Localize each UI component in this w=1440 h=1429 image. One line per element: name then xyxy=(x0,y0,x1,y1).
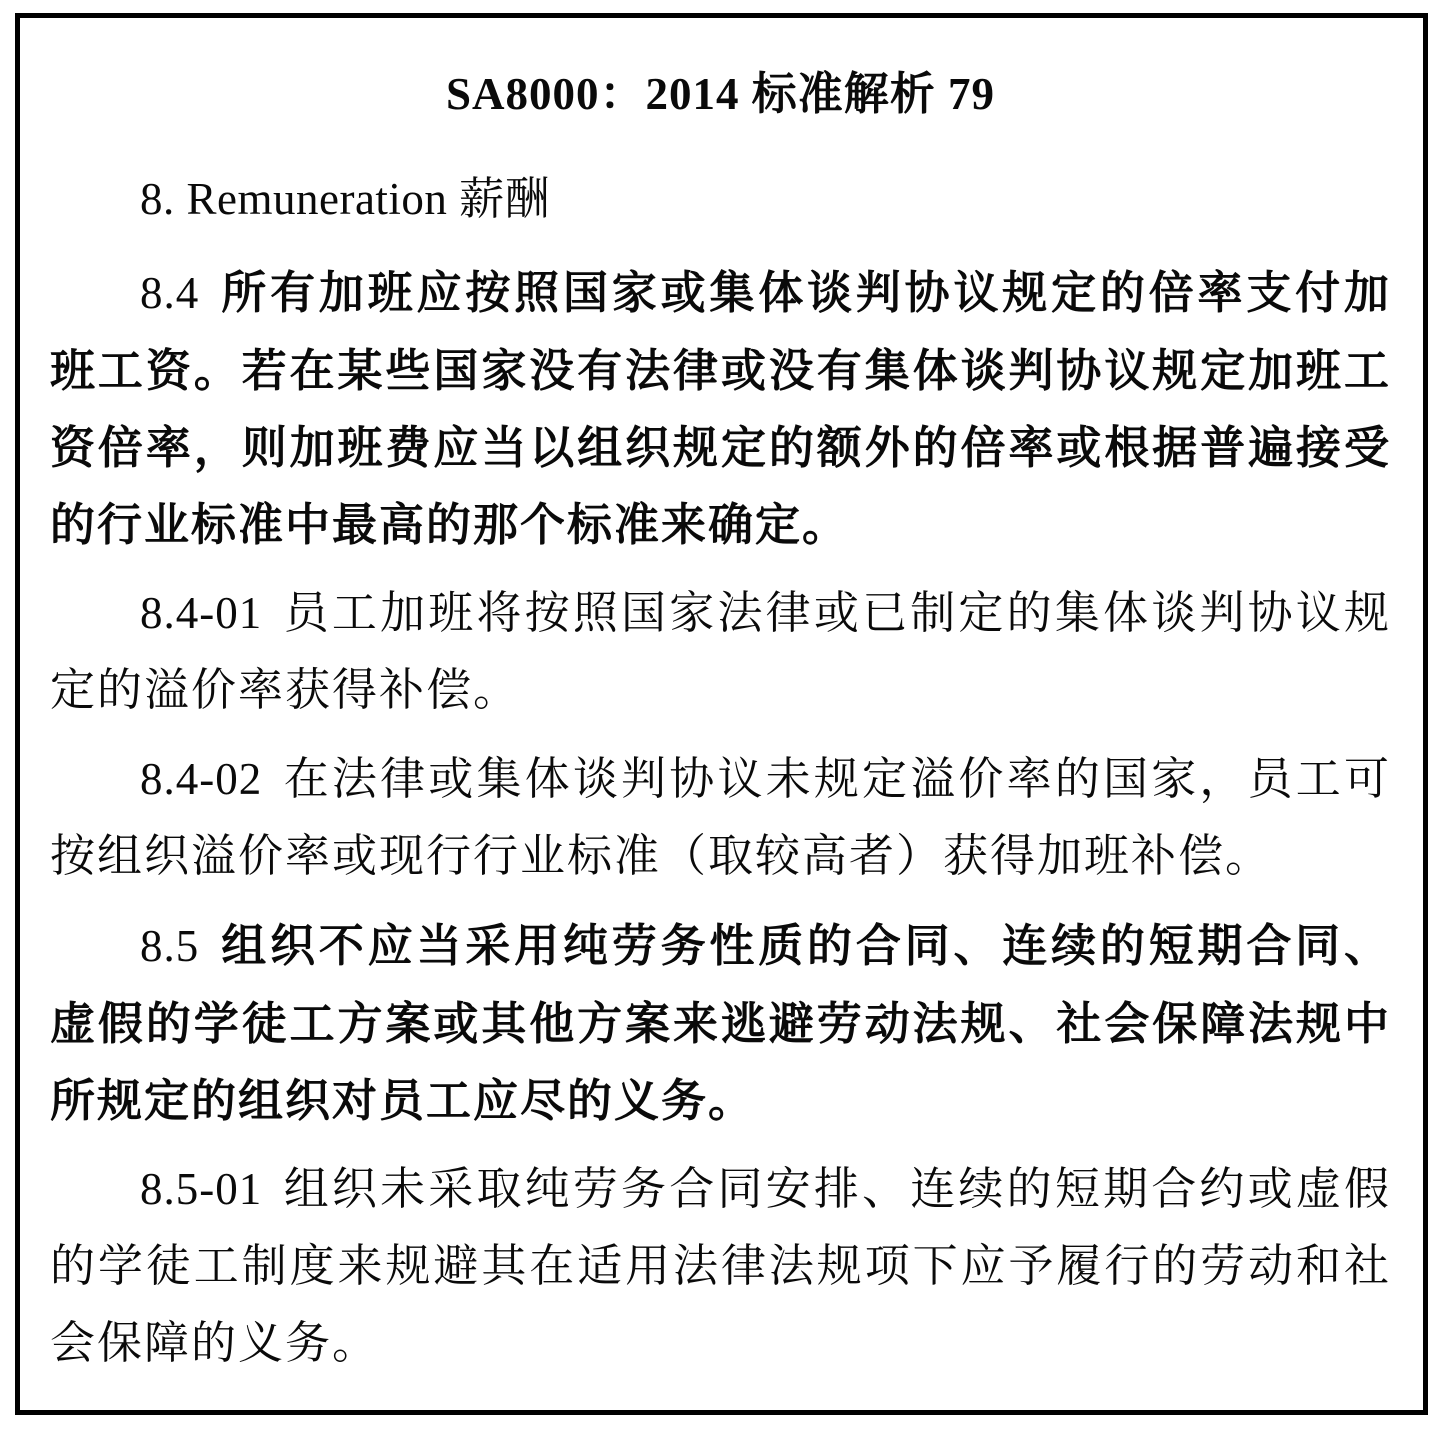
clause-text: 员工加班将按照国家法律或已制定的集体谈判协议规定的溢价率获得补偿。 xyxy=(50,588,1391,715)
paragraph-item-8-4-01 xyxy=(50,575,1391,729)
clause-number: 8.5 xyxy=(140,921,200,971)
clause-text: 在法律或集体谈判协议未规定溢价率的国家，员工可按组织溢价率或现行行业标准（取较高者）获得加班补偿。 xyxy=(50,754,1391,881)
clause-text: 所有加班应按照国家或集体谈判协议规定的倍率支付加班工资。若在某些国家没有法律或没有集体谈判协议规定加班工资倍率，则加班费应当以组织规定的额外的倍率或根据普遍接受的行业标准中最高的那个标准来确定。 xyxy=(50,267,1391,550)
paragraph-item-8-4-02 xyxy=(50,741,1391,895)
paragraph-clause-8-5 xyxy=(50,907,1391,1139)
page-frame xyxy=(15,13,1428,1415)
clause-number: 8.4-02 xyxy=(140,754,263,804)
page-content xyxy=(20,18,1423,1382)
clause-text: 组织不应当采用纯劳务性质的合同、连续的短期合同、虚假的学徒工方案或其他方案来逃避劳动法规、社会保障法规中所规定的组织对员工应尽的义务。 xyxy=(50,920,1391,1126)
clause-number: 8.5-01 xyxy=(140,1164,263,1214)
paragraph-clause-8-4 xyxy=(50,254,1391,563)
page-title: SA8000：2014 标准解析 79 xyxy=(445,69,996,119)
paragraph-item-8-5-01 xyxy=(50,1151,1391,1382)
section-heading: 8. Remuneration 薪酬 xyxy=(140,174,551,224)
clause-number: 8.4-01 xyxy=(140,588,263,638)
clause-text: 组织未采取纯劳务合同安排、连续的短期合约或虚假的学徒工制度来规避其在适用法律法规项下应予履行的劳动和社会保障的义务。 xyxy=(50,1164,1391,1368)
clause-number: 8.4 xyxy=(140,268,200,318)
